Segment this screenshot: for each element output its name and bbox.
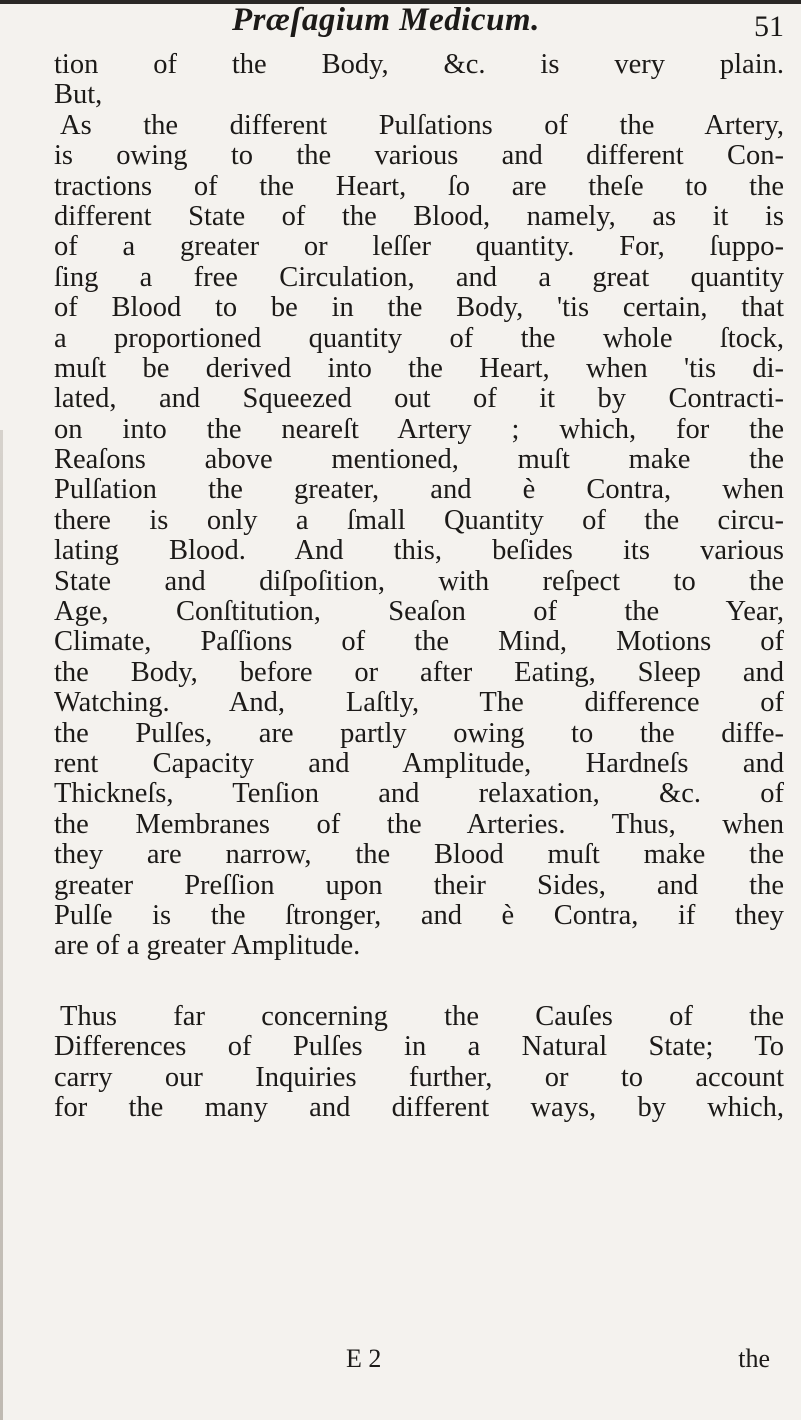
- page-edge-shadow: [0, 430, 3, 1420]
- page-header: [0, 2, 801, 43]
- text-line: for the many and different ways, by which,: [54, 1091, 784, 1123]
- text-line: on into the neareſt Artery ; which, for the: [54, 413, 784, 445]
- text-line: are of a greater Amplitude.: [54, 930, 361, 962]
- text-line: lated, and Squeezed out of it by Contracti-: [54, 383, 784, 415]
- text-line: the Membranes of the Arteries. Thus, when: [54, 808, 784, 840]
- text-line: Reaſons above mentioned, muſt make the: [54, 444, 784, 476]
- text-line: the Body, before or after Eating, Sleep and: [54, 656, 784, 688]
- running-head: Præſagium Medicum.: [232, 2, 540, 38]
- page-number: 51: [754, 10, 784, 43]
- text-line: Age, Conſtitution, Seaſon of the Year,: [54, 596, 784, 628]
- text-line: Differences of Pulſes in a Natural State; To: [54, 1031, 784, 1063]
- text-line: Pulſation the greater, and è Contra, when: [54, 474, 784, 506]
- text-line: rent Capacity and Amplitude, Hardneſs and: [54, 747, 784, 779]
- text-line: there is only a ſmall Quantity of the circu-: [54, 504, 784, 536]
- catchword: the: [738, 1344, 770, 1373]
- text-line: Watching. And, Laſtly, The difference of: [54, 687, 784, 719]
- text-line: As the different Pulſations of the Artery,: [60, 109, 784, 141]
- text-line: Pulſe is the ſtronger, and è Contra, if they: [54, 899, 784, 931]
- footer: [346, 1344, 801, 1374]
- body-text: [54, 50, 784, 1123]
- signature-mark: E 2: [346, 1344, 382, 1373]
- text-line: different State of the Blood, namely, as it is: [54, 200, 784, 232]
- text-line: tractions of the Heart, ſo are theſe to the: [54, 170, 784, 202]
- text-line: Thickneſs, Tenſion and relaxation, &c. of: [54, 778, 784, 810]
- text-line: carry our Inquiries further, or to account: [54, 1061, 784, 1093]
- text-line: the Pulſes, are partly owing to the diffe-: [54, 717, 784, 749]
- text-line: of Blood to be in the Body, 'tis certain, that: [54, 292, 784, 324]
- text-line: ſing a free Circulation, and a great quantity: [54, 261, 784, 293]
- text-line: Thus far concerning the Cauſes of the: [60, 1000, 784, 1032]
- text-line: lating Blood. And this, beſides its various: [54, 535, 784, 567]
- text-line: a proportioned quantity of the whole ſtock,: [54, 322, 784, 354]
- text-line: of a greater or leſſer quantity. For, ſuppo-: [54, 231, 784, 263]
- text-line: is owing to the various and different Con-: [54, 140, 784, 172]
- text-line: Climate, Paſſions of the Mind, Motions of: [54, 626, 784, 658]
- text-line: tion of the Body, &c. is very plain.: [54, 49, 784, 80]
- paragraph-gap: [54, 962, 784, 1002]
- text-line: greater Preſſion upon their Sides, and the: [54, 869, 784, 901]
- text-line: State and diſpoſition, with reſpect to the: [54, 565, 784, 597]
- text-line: muſt be derived into the Heart, when 'tis di-: [54, 352, 784, 384]
- text-line: they are narrow, the Blood muſt make the: [54, 839, 784, 871]
- text-line: But,: [54, 79, 103, 111]
